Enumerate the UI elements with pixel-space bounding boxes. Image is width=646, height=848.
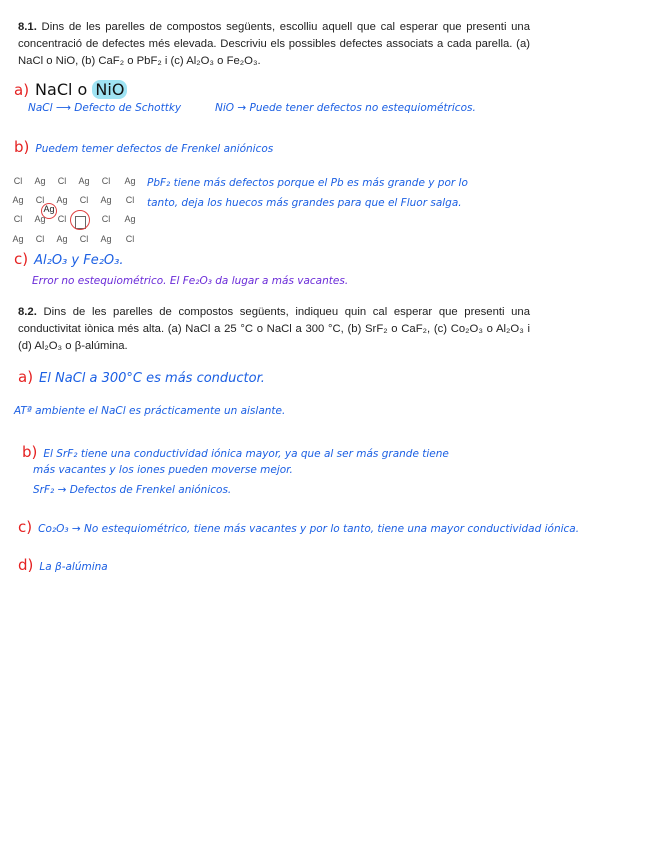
label-a: a)	[14, 81, 30, 99]
lattice-ion: Cl	[57, 214, 67, 224]
interstitial-ion: Ag	[43, 204, 55, 214]
lattice-ion: Ag	[12, 234, 24, 244]
d-text: La β-alúmina	[39, 561, 108, 573]
lattice-ion: Cl	[79, 234, 89, 244]
lattice-ion: Ag	[12, 195, 24, 205]
lattice-ion: Cl	[101, 176, 111, 186]
question-8-1	[18, 19, 530, 70]
label-b: b)	[22, 443, 38, 461]
highlighted-choice: NiO	[92, 80, 127, 99]
c-text: Co₂O₃ → No estequiométrico, tiene más vacantes y por lo tanto, tiene una mayor conductividad iónica.	[38, 523, 580, 535]
a-text: El NaCl a 300°C es más conductor.	[39, 371, 265, 386]
pair-text: NaCl o	[35, 80, 88, 99]
lattice-ion: Ag	[124, 176, 136, 186]
pbf2-note-line2: tanto, deja los huecos más grandes para que el Fluor salga.	[147, 197, 462, 209]
lattice-ion: Cl	[125, 234, 135, 244]
label-d: d)	[18, 556, 34, 574]
interstitial-circle	[41, 203, 57, 219]
lattice-ion: Ag	[124, 214, 136, 224]
question-text: Dins de les parelles de compostos següents, indiqueu quin cal esperar que presenti una conductivitat iònica més alta. (a) NaCl a 25 °C o NaCl a 300 °C, (b) SrF₂ o CaF₂, (c) Co₂O₃ o Al₂O₃ i (d) Al₂O₃ o β-alúmina.	[18, 306, 530, 352]
lattice-ion: Ag	[100, 234, 112, 244]
label-b: b)	[14, 138, 30, 156]
lattice-ion: Cl	[57, 176, 67, 186]
lattice-ion: Cl	[79, 195, 89, 205]
pbf2-note-line1: PbF₂ tiene más defectos porque el Pb es más grande y por lo	[147, 177, 468, 189]
a-note: ATª ambiente el NaCl es prácticamente un aislante.	[14, 405, 286, 417]
lattice-ion: Cl	[35, 195, 45, 205]
lattice-ion: Ag	[34, 214, 46, 224]
answer-d-82	[18, 556, 108, 574]
lattice-ion: Cl	[101, 214, 111, 224]
lattice-ion: Ag	[34, 176, 46, 186]
question-8-2	[18, 304, 530, 355]
answer-c-81	[14, 250, 124, 268]
question-number: 8.1.	[18, 21, 37, 33]
lattice-ion: Cl	[13, 176, 23, 186]
answer-b-81	[14, 138, 273, 156]
lattice-ion: Ag	[100, 195, 112, 205]
lattice-ion: Ag	[56, 234, 68, 244]
c-text: Al₂O₃ y Fe₂O₃.	[34, 253, 124, 268]
vacancy-circle	[70, 210, 90, 230]
answer-b-82	[22, 443, 449, 461]
label-c: c)	[18, 518, 33, 536]
b-text: Puedem temer defectos de Frenkel aniónicos	[35, 143, 274, 155]
lattice-ion: Cl	[125, 195, 135, 205]
answer-a-82	[18, 368, 265, 386]
lattice-ion: Cl	[35, 234, 45, 244]
c-note: Error no estequiométrico. El Fe₂O₃ da lugar a más vacantes.	[32, 275, 349, 287]
answer-a-81	[14, 80, 127, 99]
b-text-line2: más vacantes y los iones pueden moverse mejor.	[33, 464, 293, 476]
nio-defect-note: NiO → Puede tener defectos no estequiométricos.	[215, 102, 476, 114]
label-c: c)	[14, 250, 29, 268]
lattice-ion: Cl	[13, 214, 23, 224]
lattice-ion: Ag	[78, 176, 90, 186]
answer-c-82	[18, 518, 579, 536]
question-text: Dins de les parelles de compostos següents, escolliu aquell que cal esperar que presenti una concentració de defectes més elevada. Descriviu els possibles defectes associats a cada parella. (a) NaCl o NiO, (b) CaF₂ o PbF₂ i (c) Al₂O₃ o Fe₂O₃.	[18, 21, 530, 67]
b-text-line1: El SrF₂ tiene una conductividad iónica mayor, ya que al ser más grande tiene	[43, 448, 449, 460]
question-number: 8.2.	[18, 306, 37, 318]
b-text-line3: SrF₂ → Defectos de Frenkel aniónicos.	[33, 484, 232, 496]
nacl-defect-note: NaCl ⟶ Defecto de Schottky	[28, 102, 182, 114]
lattice-ion: Ag	[56, 195, 68, 205]
label-a: a)	[18, 368, 34, 386]
